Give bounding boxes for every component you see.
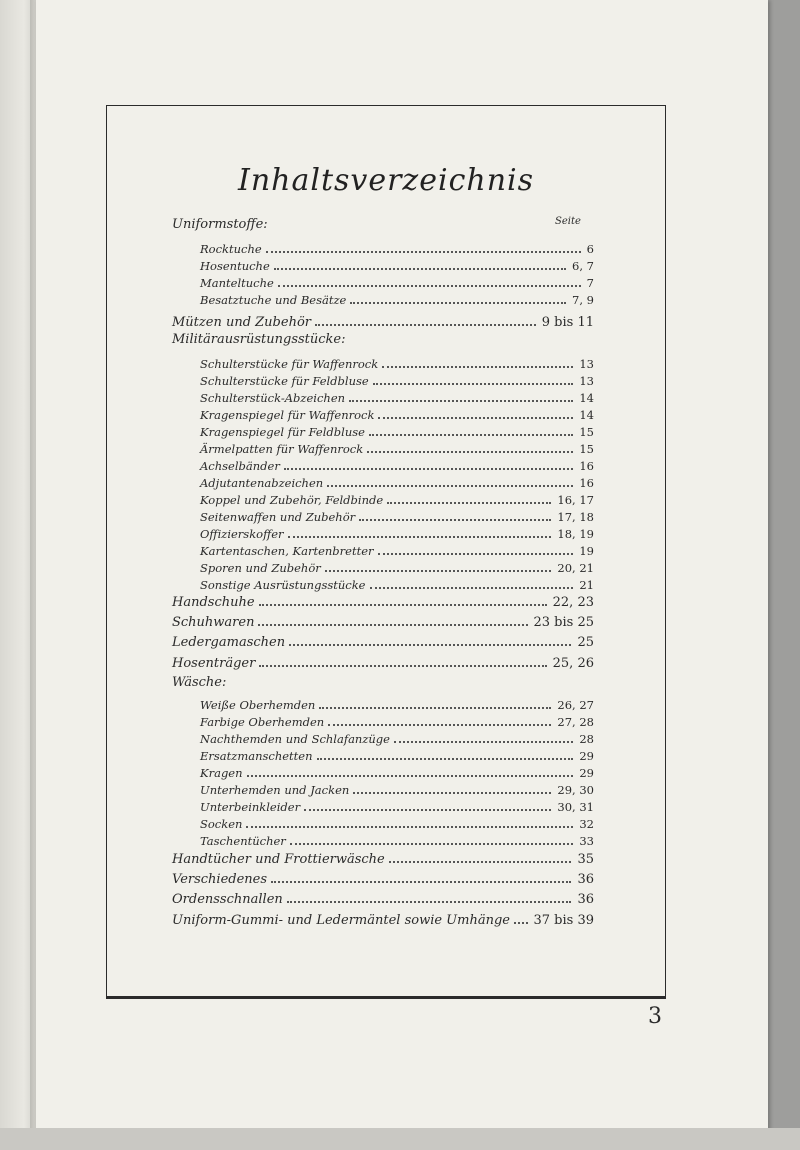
toc-entry-label: Mützen und Zubehör	[172, 315, 311, 330]
toc-entry	[172, 849, 594, 866]
page-number: 3	[648, 1004, 662, 1029]
toc-entry	[200, 273, 594, 290]
dot-leader	[394, 729, 573, 743]
toc-entry-page: 14	[579, 391, 594, 405]
toc-entry-page: 28	[579, 732, 594, 746]
toc-entry-label: Kragenspiegel für Feldbluse	[200, 425, 365, 439]
toc-entry-label: Socken	[200, 817, 243, 831]
toc-entry	[200, 371, 594, 388]
toc-entry	[172, 332, 594, 349]
dot-leader	[304, 797, 551, 811]
dot-leader	[284, 456, 574, 470]
toc-entry-label: Achselbänder	[200, 459, 280, 473]
toc-entry	[172, 312, 594, 329]
toc-entry-page: 7	[586, 276, 594, 290]
dot-leader	[287, 889, 572, 903]
dot-leader	[350, 290, 566, 304]
toc-entry-page: 37 bis 39	[533, 913, 594, 928]
dot-leader	[353, 780, 551, 794]
toc-entry-label: Wäsche:	[172, 675, 227, 690]
toc-entry	[172, 612, 594, 629]
toc-entry-label: Handtücher und Frottierwäsche	[172, 852, 385, 867]
toc-entry	[172, 675, 594, 692]
toc-entry-label: Seitenwaffen und Zubehör	[200, 510, 356, 524]
toc-entry	[172, 632, 594, 649]
toc-entry-page: 30, 31	[557, 800, 594, 814]
toc-entry	[200, 797, 594, 814]
toc-entry-page: 26, 27	[557, 698, 594, 712]
toc-entry-label: Militärausrüstungsstücke:	[172, 332, 346, 347]
toc-entry	[200, 746, 594, 763]
toc-entry-page: 23 bis 25	[533, 615, 594, 630]
toc-entry-label: Uniformstoffe:	[172, 217, 268, 232]
toc-entry-label: Ledergamaschen	[172, 635, 286, 650]
dot-leader	[288, 524, 552, 538]
toc-entry	[200, 524, 594, 541]
toc-entry	[200, 729, 594, 746]
dot-leader	[258, 612, 527, 626]
toc-entry-label: Manteltuche	[200, 276, 274, 290]
toc-entry	[200, 695, 594, 712]
toc-entry-page: 29, 30	[557, 783, 594, 797]
dot-leader	[387, 490, 551, 504]
toc-entry-label: Verschiedenes	[172, 872, 268, 887]
dot-leader	[290, 831, 574, 845]
dot-leader	[378, 405, 573, 419]
toc-entry	[200, 256, 594, 273]
background-surface	[0, 1128, 800, 1150]
toc-entry-label: Ersatzmanschetten	[200, 749, 313, 763]
toc-entry-label: Weiße Oberhemden	[200, 698, 316, 712]
toc-entry	[200, 405, 594, 422]
toc-entry-label: Schulterstücke für Feldbluse	[200, 374, 369, 388]
dot-leader	[259, 653, 546, 667]
toc-entry-page: 16	[579, 476, 594, 490]
dot-leader	[369, 422, 573, 436]
toc-entry-label: Kragenspiegel für Waffenrock	[200, 408, 375, 422]
toc-entry-label: Schulterstück-Abzeichen	[200, 391, 346, 405]
toc-entry-label: Ärmelpatten für Waffenrock	[200, 442, 364, 456]
toc-entry-label: Besatztuche und Besätze	[200, 293, 347, 307]
dot-leader	[382, 354, 573, 368]
toc-entry	[200, 439, 594, 456]
toc-entry	[200, 354, 594, 371]
dot-leader	[325, 558, 552, 572]
toc-entry	[172, 653, 594, 670]
seite-column-label: Seite	[555, 216, 581, 227]
toc-entry-label: Hosenträger	[172, 656, 256, 671]
toc-entry-page: 35	[577, 852, 594, 867]
page-title: Inhaltsverzeichnis	[237, 163, 535, 198]
dot-leader	[367, 439, 573, 453]
toc-entry-label: Uniform-Gummi- und Ledermäntel sowie Umhänge	[172, 913, 510, 928]
toc-entry-page: 16	[579, 459, 594, 473]
toc-entry-page: 25	[577, 635, 594, 650]
toc-entry-label: Kragen	[200, 766, 243, 780]
toc-entry-page: 21	[579, 578, 594, 592]
toc-entry-page: 16, 17	[557, 493, 594, 507]
toc-entry	[200, 507, 594, 524]
dot-leader	[373, 371, 574, 385]
toc-entry	[200, 239, 594, 256]
toc-entry-page: 7, 9	[572, 293, 594, 307]
toc-entry-label: Schuhwaren	[172, 615, 255, 630]
toc-entry-label: Farbige Oberhemden	[200, 715, 325, 729]
toc-entry-page: 36	[577, 872, 594, 887]
toc-entry	[200, 422, 594, 439]
toc-entry	[200, 541, 594, 558]
toc-entry	[200, 814, 594, 831]
toc-entry-label: Ordensschnallen	[172, 892, 283, 907]
toc-entry-page: 29	[579, 749, 594, 763]
toc-entry-label: Schulterstücke für Waffenrock	[200, 357, 379, 371]
dot-leader	[271, 869, 571, 883]
dot-leader	[319, 695, 551, 709]
dot-leader	[315, 312, 536, 326]
toc-entry-label: Offizierskoffer	[200, 527, 284, 541]
toc-entry-page: 29	[579, 766, 594, 780]
dot-leader	[247, 763, 574, 777]
toc-entry-page: 18, 19	[557, 527, 594, 541]
toc-entry	[172, 592, 594, 609]
toc-entry-label: Unterbeinkleider	[200, 800, 301, 814]
dot-leader	[389, 849, 572, 863]
toc-entry	[172, 869, 594, 886]
toc-entry	[200, 831, 594, 848]
toc-entry-label: Unterhemden und Jacken	[200, 783, 350, 797]
toc-entry	[200, 763, 594, 780]
toc-entry	[200, 490, 594, 507]
dot-leader	[370, 575, 574, 589]
toc-entry-page: 13	[579, 357, 594, 371]
toc-entry-label: Koppel und Zubehör, Feldbinde	[200, 493, 384, 507]
toc-entry-page: 33	[579, 834, 594, 848]
toc-entry-label: Hosentuche	[200, 259, 270, 273]
dot-leader	[259, 592, 547, 606]
toc-entry-label: Rocktuche	[200, 242, 262, 256]
toc-entry	[200, 780, 594, 797]
toc-entry-page: 15	[579, 442, 594, 456]
dot-leader	[289, 632, 571, 646]
toc-entry-page: 25, 26	[552, 656, 594, 671]
dot-leader	[246, 814, 573, 828]
toc-entry-page: 15	[579, 425, 594, 439]
toc-entry-label: Adjutantenabzeichen	[200, 476, 324, 490]
toc-entry-page: 32	[579, 817, 594, 831]
toc-entry-page: 27, 28	[557, 715, 594, 729]
toc-entry-label: Handschuhe	[172, 595, 255, 610]
dot-leader	[278, 273, 581, 287]
toc-entry-label: Sporen und Zubehör	[200, 561, 321, 575]
toc-entry-label: Kartentaschen, Kartenbretter	[200, 544, 374, 558]
dot-leader	[328, 712, 551, 726]
toc-entry-page: 36	[577, 892, 594, 907]
toc-entry-page: 14	[579, 408, 594, 422]
toc-entry-page: 22, 23	[552, 595, 594, 610]
toc-entry-label: Sonstige Ausrüstungsstücke	[200, 578, 366, 592]
toc-entry	[172, 910, 594, 927]
dot-leader	[274, 256, 566, 270]
toc-entry-page: 9 bis 11	[541, 315, 594, 330]
dot-leader	[349, 388, 573, 402]
toc-entry	[172, 889, 594, 906]
dot-leader	[327, 473, 573, 487]
toc-entry	[200, 575, 594, 592]
dot-leader	[378, 541, 574, 555]
toc-entry	[200, 290, 594, 307]
toc-entry-page: 19	[579, 544, 594, 558]
toc-entry-label: Taschentücher	[200, 834, 286, 848]
toc-entry-page: 20, 21	[557, 561, 594, 575]
toc-entry-page: 13	[579, 374, 594, 388]
toc-entry-label: Nachthemden und Schlafanzüge	[200, 732, 390, 746]
toc-entry-page: 6	[586, 242, 594, 256]
toc-entry	[200, 712, 594, 729]
toc-entry	[200, 473, 594, 490]
toc-entry	[172, 217, 594, 234]
toc-entry	[200, 456, 594, 473]
dot-leader	[359, 507, 551, 521]
left-page-edge	[0, 0, 34, 1150]
toc-entry-page: 6, 7	[572, 259, 594, 273]
toc-entry	[200, 388, 594, 405]
toc-entry-page: 17, 18	[557, 510, 594, 524]
dot-leader	[317, 746, 574, 760]
toc-entry	[200, 558, 594, 575]
dot-leader	[514, 910, 528, 924]
dot-leader	[266, 239, 581, 253]
